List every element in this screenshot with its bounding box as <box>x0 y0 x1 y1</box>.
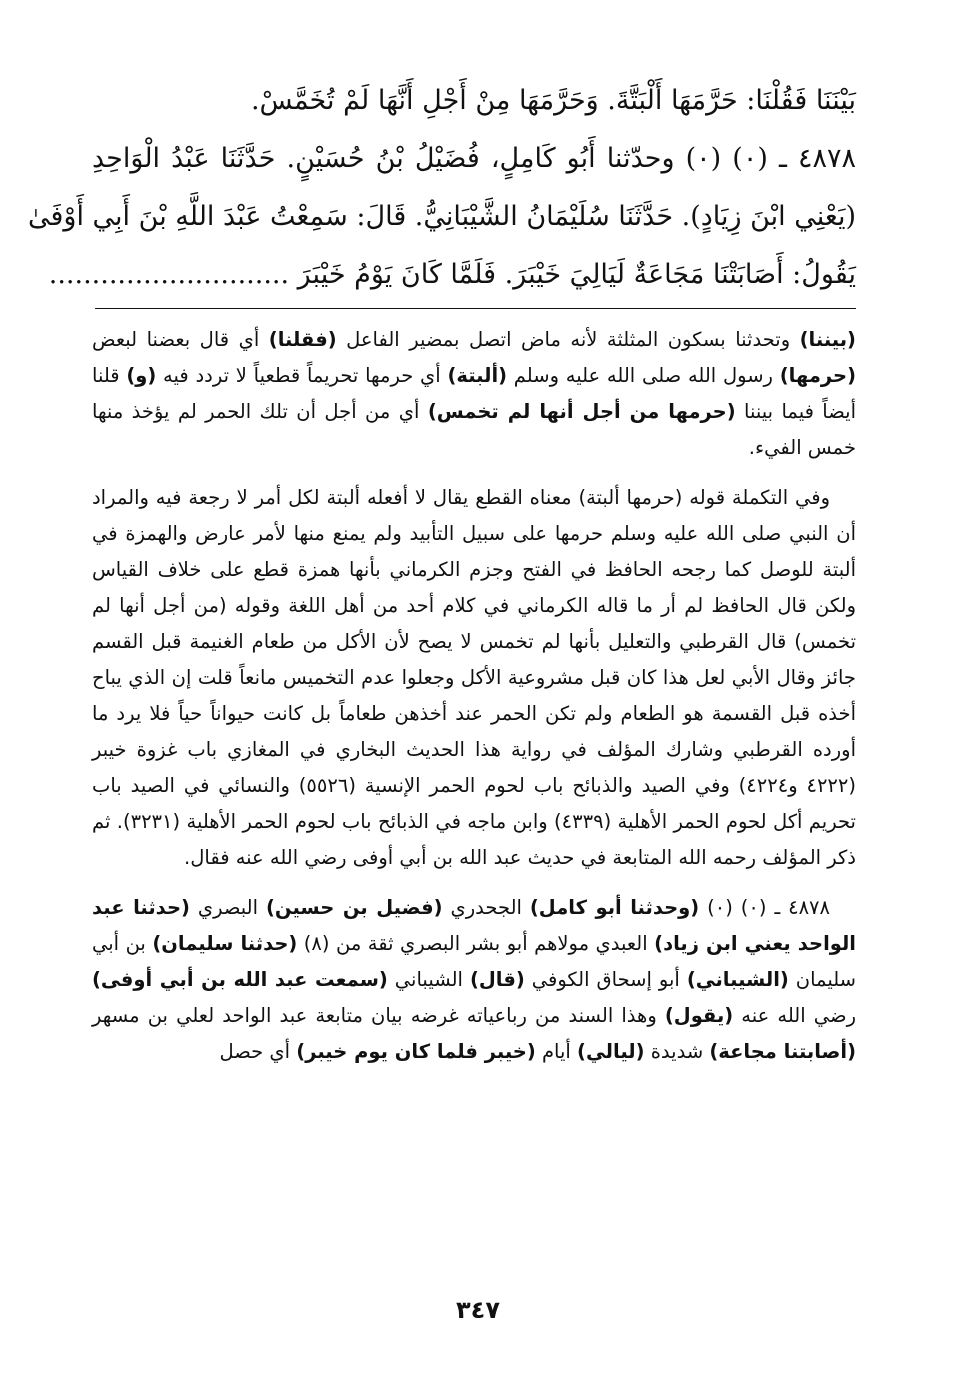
bold-quote: (أصابتنا مجاعة) <box>709 1040 856 1063</box>
bold-quote: (قال) <box>469 968 525 991</box>
commentary-paragraph-1 <box>92 322 856 466</box>
bold-quote: (حرمها من أجل أنها لم تخمس) <box>427 400 736 423</box>
bold-quote: (ألبتة) <box>447 364 508 387</box>
hadith-line-text: يَقُولُ: أَصَابَتْنَا مَجَاعَةٌ لَيَالِيَ خَيْبَرَ. فَلَمَّا كَانَ يَوْمُ خَيْبَرَ <box>297 259 856 290</box>
commentary-text: أي من أجل أن تلك الحمر لم يؤخذ منها خمس الفيء. <box>92 400 856 459</box>
commentary-text: وتحدثنا بسكون المثلثة لأنه ماض اتصل بمضير الفاعل <box>336 328 800 351</box>
commentary-text: رسول الله صلى الله عليه وسلم <box>507 364 780 387</box>
bold-quote: (حدثنا عبد الواحد يعني ابن زياد) <box>92 896 856 955</box>
bold-quote: (يقول) <box>664 1004 734 1027</box>
bold-quote: (وحدثنا أبو كامل) <box>529 896 700 919</box>
commentary-text: الشيباني <box>387 968 470 991</box>
bold-quote: (الشيباني) <box>686 968 789 991</box>
hadith-line: بَيْنَنَا فَقُلْنَا: حَرَّمَهَا أَلْبَتَّةَ. وَحَرَّمَهَا مِنْ أَجْلِ أَنَّهَا لَمْ تُخَمَّسْ. <box>250 85 856 116</box>
commentary-text: رضي الله عنه <box>733 1004 856 1027</box>
bold-quote: (حرمها) <box>779 364 857 387</box>
commentary <box>92 322 856 1070</box>
commentary-paragraph-3 <box>92 890 856 1070</box>
commentary-text: ٤٨٧٨ ـ (٠) (٠) <box>699 896 831 919</box>
commentary-text: شديدة <box>644 1040 710 1063</box>
commentary-text: الجحدري <box>442 896 530 919</box>
commentary-text: قلنا أيضاً فيما بيننا <box>92 364 856 423</box>
hadith-line: (يَعْنِي ابْنَ زِيَادٍ). حَدَّثَنَا سُلَيْمَانُ الشَّيْبَانِيُّ. قَالَ: سَمِعْتُ عَبْدَ اللَّهِ بْنَ أَبِي أَوْفَىٰ <box>28 201 856 232</box>
commentary-text: أي قال بعضنا لبعض <box>92 328 269 351</box>
bold-quote: (خيبر فلما كان يوم خيبر) <box>296 1040 536 1063</box>
page-number: ٣٤٧ <box>456 1296 500 1324</box>
footnote-separator <box>95 308 856 309</box>
commentary-text: أي حصل <box>219 1040 297 1063</box>
bold-quote: (حدثنا سليمان) <box>152 932 298 955</box>
bold-quote: (فقلنا) <box>268 328 337 351</box>
hadith-line-last <box>48 246 856 304</box>
commentary-text: أي حرمها تحريماً قطعياً لا تردد فيه <box>156 364 448 387</box>
bold-quote: (سمعت عبد الله بن أبي أوفى) <box>92 968 388 991</box>
commentary-text: العبدي مولاهم أبو بشر البصري ثقة من (٨) <box>297 932 655 955</box>
bold-quote: (بيننا) <box>799 328 856 351</box>
hadith-line: ٤٨٧٨ ـ (٠) (٠) وحدّثنا أَبُو كَامِلٍ، فُضَيْلُ بْنُ حُسَيْنٍ. حَدَّثَنَا عَبْدُ الْوَاحِدِ <box>92 143 856 174</box>
commentary-text: البصري <box>189 896 266 919</box>
hadith-text <box>28 72 856 304</box>
commentary-text: وهذا السند من رباعياته غرضه بيان متابعة عبد الواحد لعلي بن مسهر <box>92 1004 665 1027</box>
bold-quote: (و) <box>126 364 157 387</box>
bold-quote: (فضيل بن حسين) <box>266 896 443 919</box>
commentary-paragraph-2: وفي التكملة قوله (حرمها ألبتة) معناه القطع يقال لا أفعله ألبتة لكل أمر لا رجعة فيه والمراد أن النبي صلى الله عليه وسلم حرمها على سبيل التأبيد ولم يمنع منها لأمر عارض والهمزة في ألبتة للوصل كما رجحه الحافظ في الفتح وجزم الكرماني بأنها همزة قطع على خلاف القياس ولكن قال الحافظ لم أر ما قاله الكرماني في كلام أحد من أهل اللغة وقوله (من أجل أنها لم تخمس) قال القرطبي والتعليل بأنها لم تخمس لا يصح لأن الأكل من طعام الغنيمة قبل القسم جائز وقال الأبي لعل هذا كان قبل مشروعية الأكل وجعلوا عدم التخميس مانعاً قلت إن الذي يباح أخذه قبل القسمة هو الطعام ولم تكن الحمر عند أخذهن طعاماً بل كانت حيواناً حياً فلا يرد ما أورده القرطبي وشارك المؤلف في رواية هذا الحديث البخاري في المغازي باب غزوة خيبر (٤٢٢٢ و٤٢٢٤) وفي الصيد والذبائح باب لحوم الحمر الإنسية (٥٥٢٦) والنسائي في الصيد باب تحريم أكل لحوم الحمر الأهلية (٤٣٣٩) وابن ماجه في الذبائح باب لحوم الحمر الأهلية (٣٢٣١). ثم ذكر المؤلف رحمه الله المتابعة في حديث عبد الله بن أبي أوفى رضي الله عنه فقال. <box>92 486 856 869</box>
commentary-text: أبو إسحاق الكوفي <box>524 968 687 991</box>
commentary-text: بن أبي سليمان <box>92 932 856 991</box>
continuation-dots: ............................ <box>48 259 290 290</box>
bold-quote: (ليالي) <box>577 1040 645 1063</box>
commentary-text: أيام <box>535 1040 578 1063</box>
